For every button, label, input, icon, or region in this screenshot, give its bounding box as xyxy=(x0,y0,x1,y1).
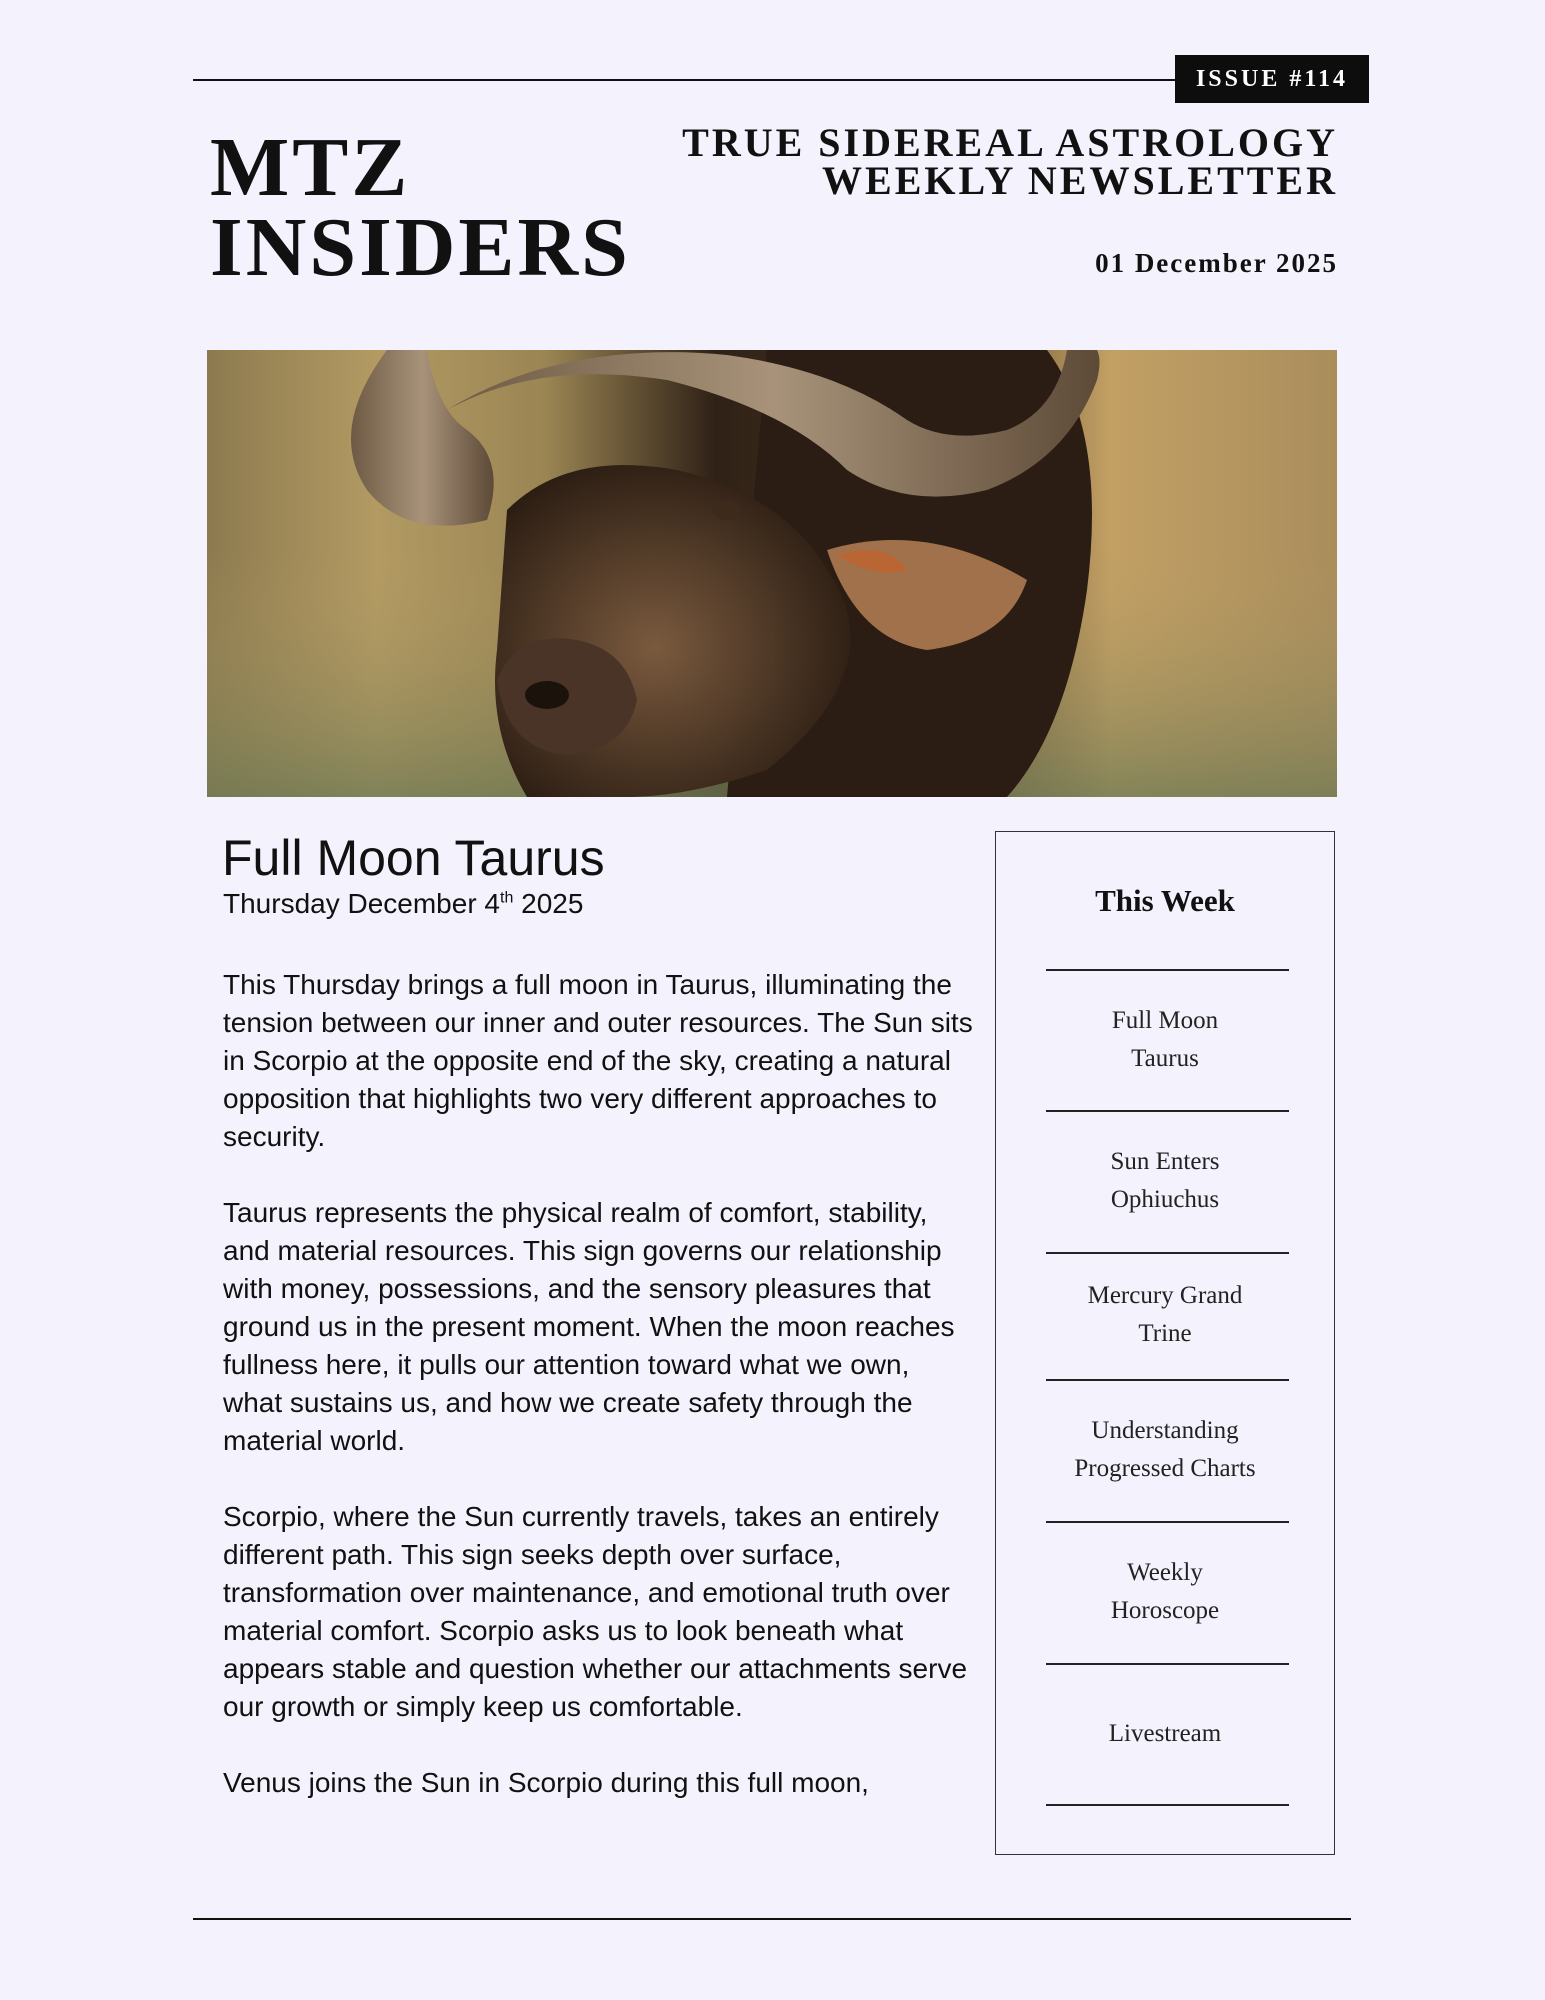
sidebar-item-weekly-horoscope[interactable] xyxy=(996,1554,1334,1630)
sidebar-item-line: Livestream xyxy=(1108,1720,1222,1747)
sidebar-divider xyxy=(1046,1379,1289,1381)
article-title: Full Moon Taurus xyxy=(222,830,605,886)
this-week-sidebar xyxy=(995,831,1335,1855)
sidebar-item-line: Trine xyxy=(1138,1320,1192,1347)
issue-date: 01 December 2025 xyxy=(1095,248,1338,278)
sidebar-item-line: Ophiuchus xyxy=(1110,1186,1220,1213)
sidebar-divider xyxy=(1046,969,1289,971)
sidebar-divider xyxy=(1046,1252,1289,1254)
sidebar-item-mercury-grand-trine[interactable] xyxy=(996,1277,1334,1353)
buffalo-illustration xyxy=(207,350,1337,797)
article-paragraph: Taurus represents the physical realm of comfort, stability, and material resources. This sign governs our relationship with money, possessions, and the sensory pleasures that ground us in the present moment. When the moon reaches fullness here, it pulls our attention toward what we own, what sustains us, and how we create safety through the material world. xyxy=(223,1197,955,1456)
sidebar-item-sun-enters-ophiuchus[interactable] xyxy=(996,1143,1334,1219)
issue-badge: ISSUE #114 xyxy=(1175,55,1369,103)
article-date xyxy=(223,888,583,920)
masthead-line-2: INSIDERS xyxy=(210,201,631,294)
sidebar-divider xyxy=(1046,1110,1289,1112)
hero-image-buffalo xyxy=(207,350,1337,797)
article-body xyxy=(223,966,973,1840)
sidebar-divider xyxy=(1046,1663,1289,1665)
masthead-line-1: MTZ xyxy=(210,121,411,214)
article-paragraph: This Thursday brings a full moon in Taurus, illuminating the tension between our inner and outer resources. The Sun sits in Scorpio at the opposite end of the sky, creating a natural opposition that highlights two very different approaches to security. xyxy=(223,969,973,1152)
sidebar-item-line: Progressed Charts xyxy=(1074,1455,1256,1482)
sidebar-divider xyxy=(1046,1521,1289,1523)
sidebar-item-line: Taurus xyxy=(1131,1045,1199,1072)
sidebar-title: This Week xyxy=(1095,883,1235,918)
article-paragraph: Venus joins the Sun in Scorpio during this full moon, xyxy=(223,1767,869,1798)
masthead xyxy=(210,121,631,294)
sidebar-divider xyxy=(1046,1804,1289,1806)
top-rule xyxy=(193,79,1193,81)
sidebar-item-understanding-progressed-charts[interactable] xyxy=(996,1412,1334,1488)
article-date-prefix: Thursday December 4 xyxy=(223,888,501,919)
sidebar-item-line: Mercury Grand xyxy=(1087,1282,1243,1309)
sidebar-item-line: Sun Enters xyxy=(1110,1148,1220,1175)
sidebar-item-line: Understanding xyxy=(1091,1417,1239,1444)
newsletter-subtitle xyxy=(682,120,1338,203)
sidebar-item-full-moon-taurus[interactable] xyxy=(996,1002,1334,1078)
sidebar-item-line: Weekly xyxy=(1127,1559,1203,1586)
subtitle-line-2: WEEKLY NEWSLETTER xyxy=(822,158,1338,203)
bottom-rule xyxy=(193,1918,1351,1920)
sidebar-item-livestream[interactable] xyxy=(996,1715,1334,1753)
article-paragraph: Scorpio, where the Sun currently travels, takes an entirely different path. This sign seeks depth over surface, transformation over maintenance, and emotional truth over material comfort. Scorpio asks us to look beneath what appears stable and question whether our attachments serve our growth or simply keep us comfortable. xyxy=(223,1501,968,1722)
article-date-ordinal: th xyxy=(500,889,514,907)
subtitle-line-1: TRUE SIDEREAL ASTROLOGY xyxy=(682,120,1338,165)
sidebar-item-line: Full Moon xyxy=(1111,1007,1219,1034)
sidebar-item-line: Horoscope xyxy=(1110,1597,1220,1624)
article-date-suffix: 2025 xyxy=(513,888,584,919)
